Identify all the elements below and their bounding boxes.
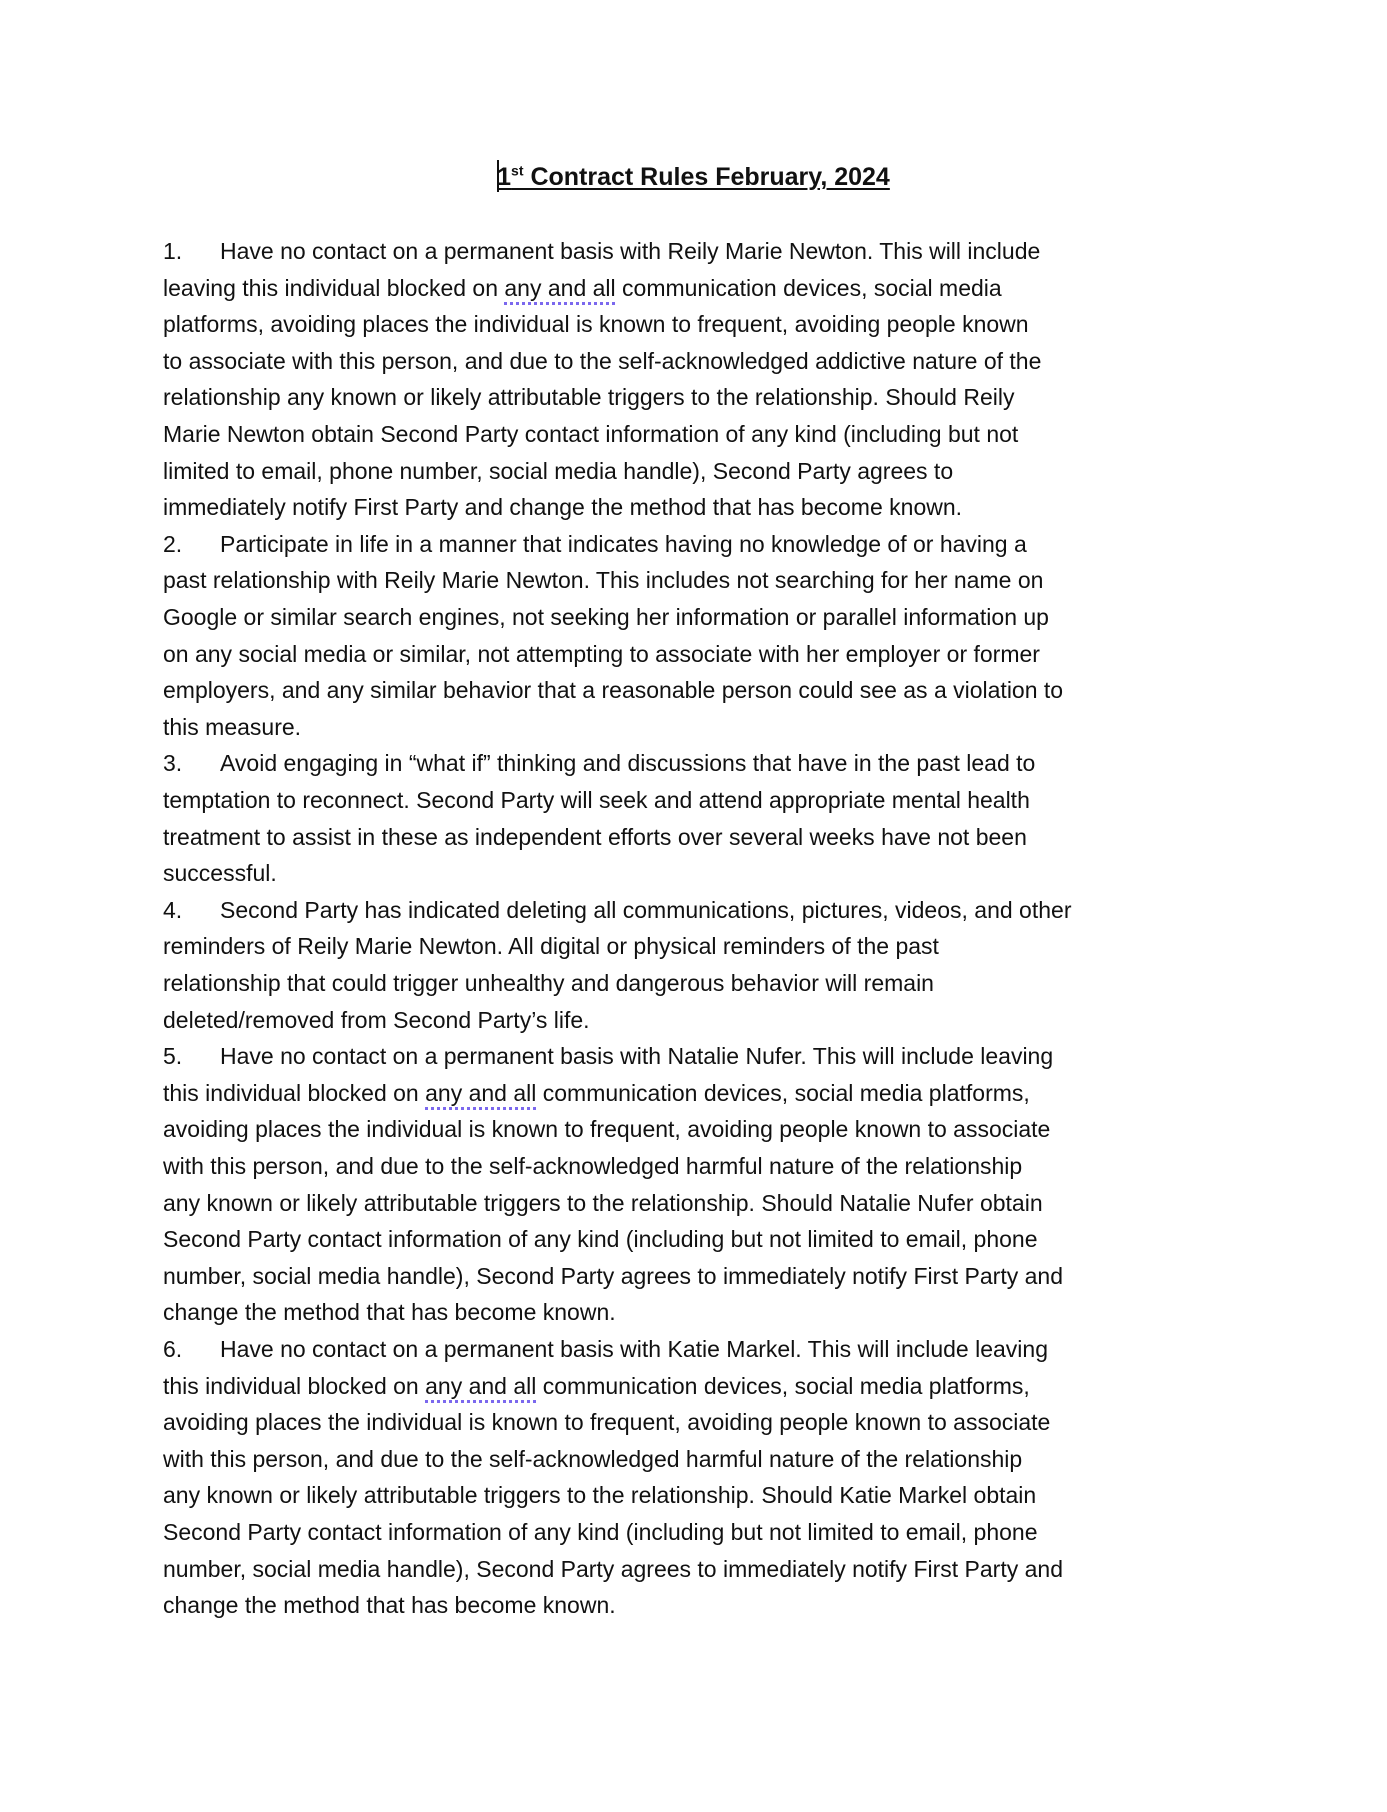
rule-text: platforms, avoiding places the individual is known to frequent, avoiding people known: [163, 311, 1029, 338]
rule-line: [163, 382, 1014, 412]
rule-text: employers, and any similar behavior that a reasonable person could see as a violation to: [163, 677, 1064, 704]
rule-number: 2.: [163, 530, 183, 557]
rule-text: on any social media or similar, not attempting to associate with her employer or former: [163, 640, 1040, 667]
rule-line: [163, 419, 1018, 449]
rule-text: Have no contact on a permanent basis with Reily Marie Newton. This will include: [220, 238, 1041, 264]
rule-text: relationship any known or likely attributable triggers to the relationship. Should Reily: [163, 384, 1015, 411]
rule-line: [163, 1590, 616, 1620]
rule-number: 1.: [163, 238, 183, 264]
rule-line: [163, 1005, 590, 1035]
rule-line: [163, 456, 953, 486]
rule-line: [163, 1261, 1063, 1291]
rule-item: [163, 1041, 1053, 1071]
rule-text: this measure.: [163, 713, 302, 740]
rule-text: Have no contact on a permanent basis with Katie Markel. This will include leaving: [220, 1336, 1048, 1362]
rule-text: this individual blocked on: [163, 1372, 426, 1399]
title-ordinal-suffix: st: [511, 162, 524, 179]
rule-text: temptation to reconnect. Second Party will seek and attend appropriate mental health: [163, 787, 1030, 813]
rule-text: Participate in life in a manner that indicates having no knowledge of or having a: [220, 530, 1027, 557]
spelling-flagged-text[interactable]: any and all: [425, 1372, 537, 1399]
rule-text: change the method that has become known.: [163, 1299, 616, 1326]
title-label: Contract Rules February, 2024: [523, 163, 890, 191]
rule-line: [163, 1224, 1038, 1254]
rule-text: communication devices, social media platforms,: [536, 1372, 1030, 1399]
rule-item: [163, 529, 1027, 559]
rule-line: [163, 1297, 616, 1327]
rule-number: 4.: [163, 896, 183, 923]
rule-line: [163, 346, 1041, 376]
rule-line: [163, 968, 934, 998]
rule-line: [163, 858, 277, 888]
rule-text: communication devices, social media: [615, 274, 1002, 301]
rule-text: this individual blocked on: [163, 1079, 426, 1106]
rule-text: immediately notify First Party and change the method that has become known.: [163, 494, 963, 521]
rule-number: 3.: [163, 750, 183, 777]
title-text: [497, 163, 890, 191]
rule-text: any known or likely attributable triggers to the relationship. Should Katie Markel obtain: [163, 1482, 1037, 1509]
rule-text: Second Party has indicated deleting all communications, pictures, videos, and other: [220, 896, 1072, 923]
rule-line: [163, 602, 1049, 632]
rule-line: [163, 565, 1043, 595]
rule-text: Avoid engaging in “what if” thinking and discussions that have in the past lead to: [220, 750, 1036, 777]
rule-item: [163, 236, 1040, 266]
rule-line: [163, 785, 1030, 815]
rule-line: [163, 492, 962, 522]
rule-text: communication devices, social media platforms,: [536, 1079, 1030, 1106]
rule-line: [163, 1517, 1038, 1547]
rule-text: past relationship with Reily Marie Newton. This includes not searching for her name on: [163, 567, 1044, 594]
rule-text: avoiding places the individual is known to frequent, avoiding people known to associate: [163, 1409, 1051, 1436]
rule-text: number, social media handle), Second Party agrees to immediately notify First Party and: [163, 1262, 1063, 1289]
rule-line: [163, 822, 1027, 852]
rule-line: [163, 1444, 1022, 1474]
rule-line: [163, 273, 1002, 303]
rule-text: Second Party contact information of any kind (including but not limited to email, phone: [163, 1226, 1038, 1253]
rule-item: [163, 1334, 1048, 1364]
rule-text: Google or similar search engines, not seeking her information or parallel information up: [163, 604, 1049, 630]
rule-text: treatment to assist in these as independent efforts over several weeks have not been: [163, 823, 1027, 850]
spelling-flagged-text[interactable]: any and all: [504, 274, 616, 301]
rule-text: relationship that could trigger unhealthy and dangerous behavior will remain: [163, 970, 934, 996]
rule-line: [163, 1188, 1043, 1218]
rule-text: deleted/removed from Second Party’s life.: [163, 1006, 590, 1033]
rule-line: [163, 1480, 1036, 1510]
rule-line: [163, 639, 1040, 669]
rule-line: [163, 675, 1063, 705]
rule-text: number, social media handle), Second Party agrees to immediately notify First Party and: [163, 1555, 1063, 1582]
rule-text: avoiding places the individual is known to frequent, avoiding people known to associate: [163, 1116, 1051, 1143]
rule-text: with this person, and due to the self-acknowledged harmful nature of the relationship: [163, 1153, 1023, 1179]
rule-line: [163, 712, 301, 742]
rule-number: 6.: [163, 1336, 183, 1362]
rule-text: with this person, and due to the self-acknowledged harmful nature of the relationship: [163, 1445, 1023, 1472]
rule-line: [163, 1078, 1030, 1108]
rule-item: [163, 748, 1035, 778]
rule-text: reminders of Reily Marie Newton. All digital or physical reminders of the past: [163, 933, 939, 960]
rule-text: Marie Newton obtain Second Party contact information of any kind (including but not: [163, 421, 1019, 447]
rule-text: to associate with this person, and due to the self-acknowledged addictive nature of the: [163, 347, 1042, 374]
spelling-flagged-text[interactable]: any and all: [425, 1079, 537, 1106]
rule-line: [163, 931, 939, 961]
rule-line: [163, 1554, 1063, 1584]
rule-text: limited to email, phone number, social media handle), Second Party agrees to: [163, 457, 954, 484]
title-ordinal: 1: [497, 163, 512, 191]
rule-text: change the method that has become known.: [163, 1592, 616, 1619]
rule-text: leaving this individual blocked on: [163, 274, 505, 301]
rule-text: successful.: [163, 860, 277, 887]
rule-line: [163, 1407, 1050, 1437]
rule-line: [163, 1151, 1022, 1181]
rule-line: [163, 309, 1029, 339]
rule-number: 5.: [163, 1043, 183, 1070]
document-title: [0, 160, 1387, 192]
rule-text: any known or likely attributable triggers to the relationship. Should Natalie Nufer obtain: [163, 1189, 1043, 1216]
rule-item: [163, 895, 1071, 925]
rule-text: Second Party contact information of any kind (including but not limited to email, phone: [163, 1519, 1038, 1545]
rule-line: [163, 1114, 1050, 1144]
rule-line: [163, 1371, 1030, 1401]
rule-text: Have no contact on a permanent basis with Natalie Nufer. This will include leaving: [220, 1043, 1054, 1070]
